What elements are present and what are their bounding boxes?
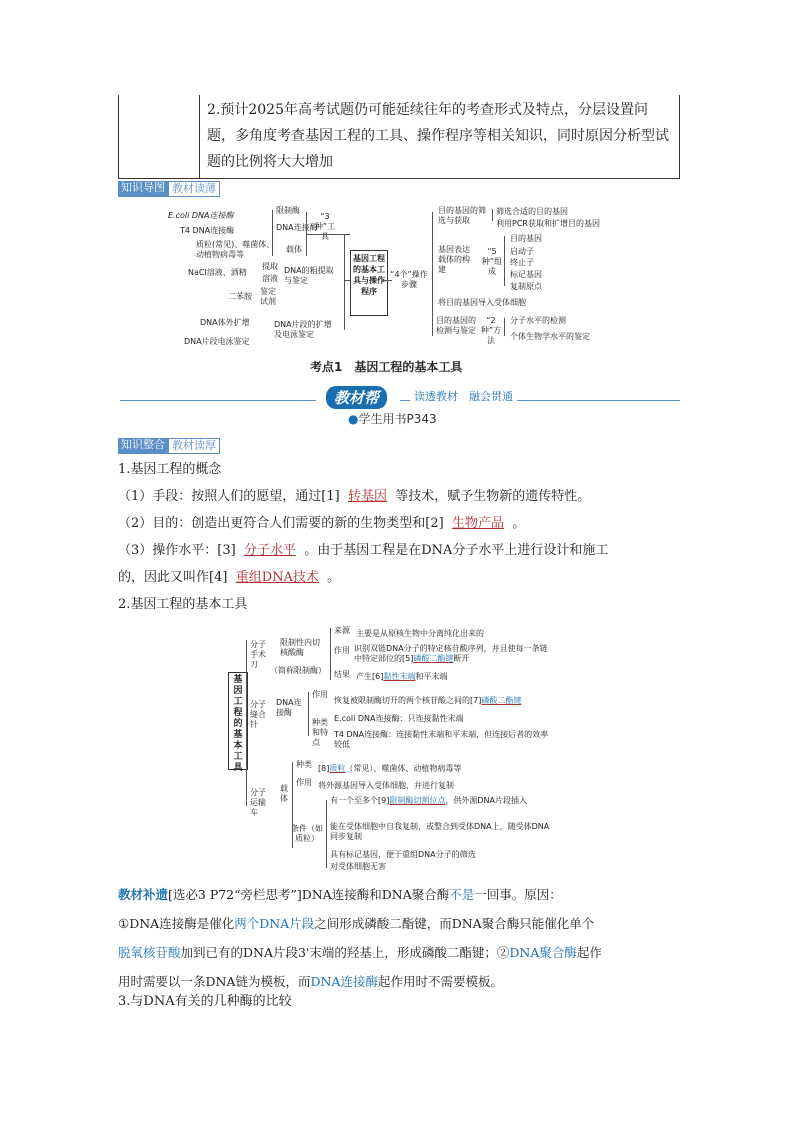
blank-4: 重组DNA技术 (235, 570, 319, 585)
mind-map: E.coli DNA连接酶 T4 DNA连接酶 质粒(常见)、噬菌体、动植物病毒等 NaCl溶液、酒精 二苯胺 DNA体外扩增 DNA片段电泳鉴定 限制酶 DNA连接酶 载体 提取 溶液 鉴定试剂 DNA的粗提取与鉴定 DNA片段的扩增及电泳鉴定 “3种”工具 基因工程的基本工具与操作程序 “4个”操作步骤 目的基因的筛选与获取 基因表达载体的构建 将目的基因导入受体细胞 目的基因的检测与鉴定 筛选合适的目的基因 利用PCR获取和扩增目的基因 目的基因 启动子 终止子 标记基因 复制原点 分子水平的检测 个体生物学水平的鉴定 “5种”组成 “2种”方法 (168, 206, 600, 346)
center-node: 基因工程的基本工具与操作程序 (350, 250, 388, 316)
blank-2: 生物产品 (451, 516, 504, 531)
textbook-note: 教材补遗[选必3 P72“旁栏思考”]DNA连接酶和DNA聚合酶不是一回事。原因： ①DNA连接酶是催化两个DNA片段之间形成磷酸二酯键，而DNA聚合酶只能催化单个 脱氧核苷酸加到已有的DNA片段3'末端的羟基上，形成磷酸二酯键；②DNA聚合酶起作 用时需要以一条DNA链为模板，而DNA连接酶起作用时不需要模板。 (118, 887, 602, 989)
banner-title: 教材帮 (326, 386, 387, 409)
blank-8: 质粒 (329, 764, 346, 773)
student-book-ref: ●学生用书P343 (348, 412, 437, 426)
tag-knowledge-integration: 知识整合 教材读厚 (118, 438, 220, 454)
tools-tree: 基因工程的基本工具 分子手术刀 限制性内切核酸酶 （简称限制酶） 来源 主要是从原核生物中分离纯化出来的 作用 识别双链DNA分子的特定核苷酸序列，并且使每一条链中特定部位的[5]磷酸二酯键断开 结果 产生[6]黏性末端和平末端 分子缝合针 DNA连接酶 作用 恢复被限制酶切开的两个核苷酸之间的[7]磷酸二酯键 种类和特点 E.coli DNA连接酶：只连接黏性末端 T4 DNA连接酶：连接黏性末端和平末端，但连接后者的效率较低 分子运输车 载体 种类 [8]质粒（常见）、噬菌体、动植物病毒等 作用 将外源基因导入受体细胞，并进行复制 条件（如质粒） 有一个至多个[9]限制酶切割位点，供外源DNA片段插入 能在受体细胞中自我复制，或整合到受体DNA上，随受体DNA同步复制 具有标记基因，便于重组DNA分子的筛选 对受体细胞无害 (0, 0, 794, 880)
blank-5: 磷酸二酯键 (413, 654, 454, 663)
blank-1: 转基因 (347, 489, 387, 504)
tag-knowledge-map: 知识导图 教材读薄 (118, 181, 220, 197)
tools-root: 基因工程的基本工具 (228, 672, 248, 770)
blank-9: 限制酶切割位点 (389, 796, 446, 805)
dot-icon: ● (348, 412, 359, 426)
blank-7: 磷酸二酯键 (481, 696, 522, 705)
point-title: 考点1 基因工程的基本工具 (310, 360, 463, 374)
blank-6: 黏性末端 (383, 672, 416, 681)
section-3-title: 3.与DNA有关的几种酶的比较 (118, 994, 292, 1009)
section-1: 1.基因工程的概念 （1）手段：按照人们的愿望，通过[1] 转基因 等技术，赋予生物新的遗传特性。 （2）目的：创造出更符合人们需要的新的生物类型和[2] 生物产品 。 （3）操作水平：[3] 分子水平 。由于基因工程是在DNA分子水平上进行设计和施工 的，因此又叫作[4] 重组DNA技术 。 2.基因工程的基本工具 (118, 462, 609, 612)
blank-3: 分子水平 (243, 543, 296, 558)
banner-sub: 读透教材 融会贯通 (410, 388, 517, 404)
top-table-text: 2.预计2025年高考试题仍可能延续往年的考查形式及特点，分层设置问题，多角度考查基因工程的工具、操作程序等相关知识，同时原因分析型试题的比例将大大增加 (207, 102, 669, 170)
